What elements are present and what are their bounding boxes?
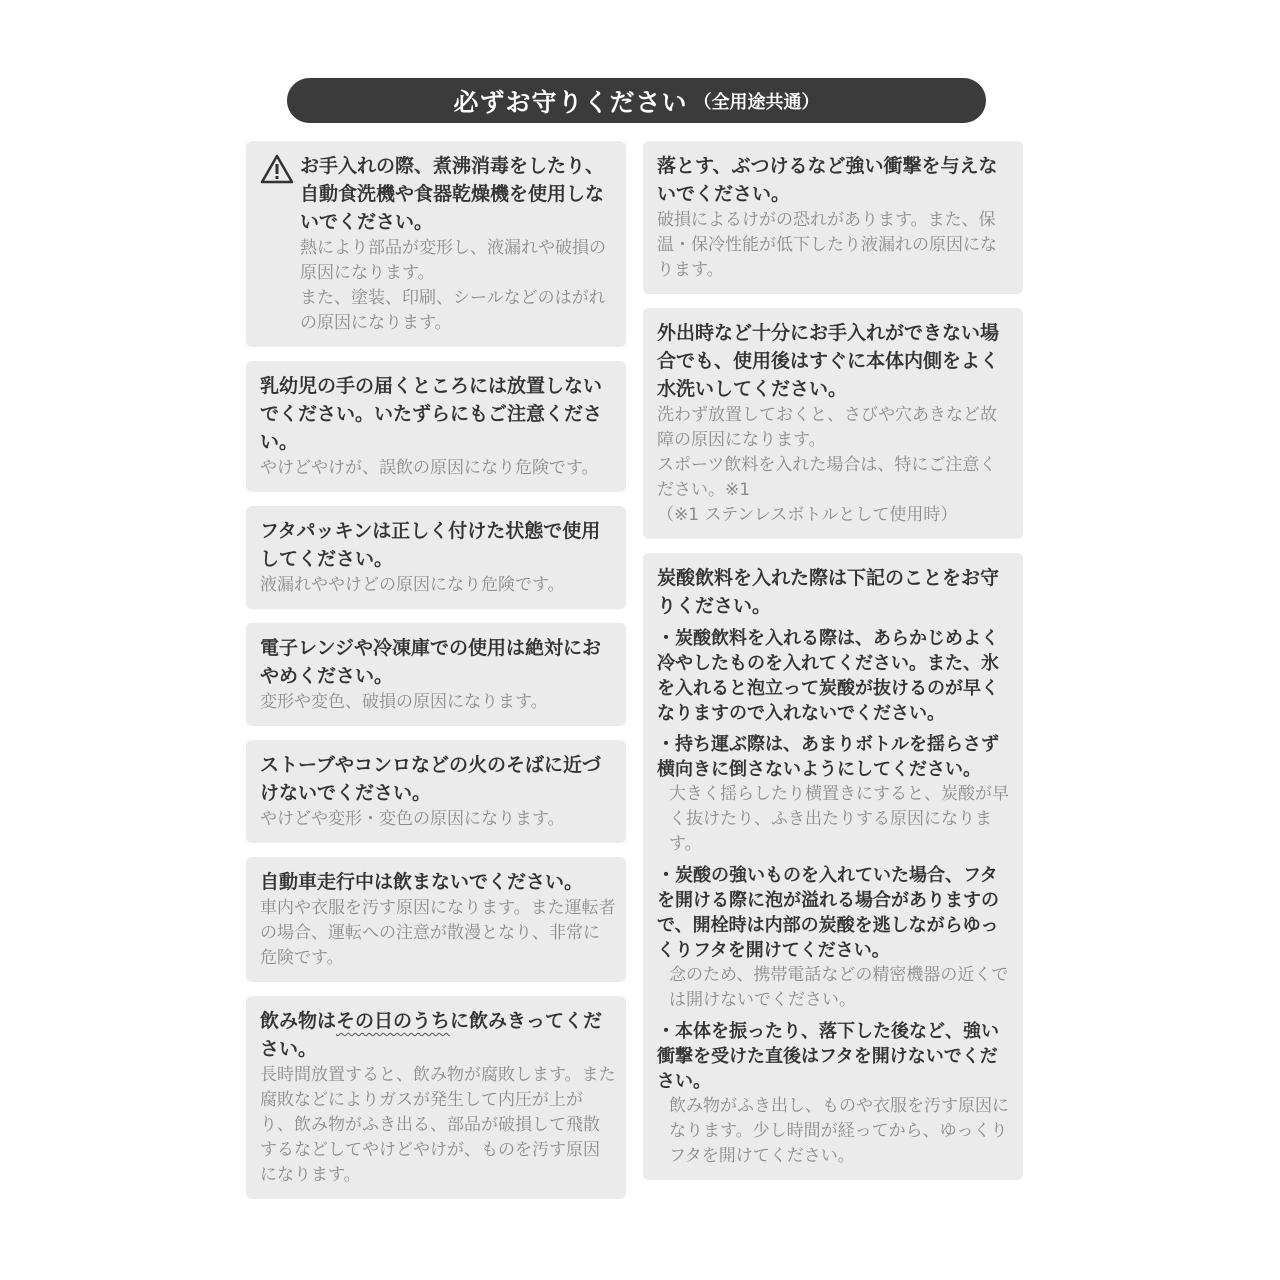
caution-box-same-day (246, 996, 626, 1199)
title-post: に飲みきってください。 (260, 1010, 603, 1060)
caution-desc: 熱により部品が変形し、液漏れや破損の原因になります。 (300, 238, 606, 283)
caution-desc: やけどやけが、誤飲の原因になり危険です。 (260, 458, 599, 478)
bullet-title: ・持ち運ぶ際は、あまりボトルを揺らさず横向きに倒さないようにしてください。 (657, 734, 999, 780)
bullet-item (657, 863, 1013, 1013)
caution-desc: やけどや変形・変色の原因になります。 (260, 809, 565, 829)
left-column (246, 141, 626, 1213)
caution-box-carbonated (643, 553, 1023, 1180)
title-pre: 飲み物は (260, 1010, 337, 1032)
header-title: 必ずお守りください (453, 87, 688, 117)
caution-desc: 車内や衣服を汚す原因になります。また運転者の場合、運転への注意が散漫となり、非常に危険です。 (260, 898, 616, 968)
caution-desc: また、塗装、印刷、シールなどのはがれの原因になります。 (300, 288, 606, 333)
caution-box-packing (246, 506, 626, 609)
caution-title: 落とす、ぶつけるなど強い衝撃を与えないでください。 (657, 155, 998, 205)
caution-box-driving (246, 857, 626, 982)
bullet-item (657, 732, 1013, 857)
bullet-item (657, 626, 1013, 726)
caution-box-fire (246, 740, 626, 843)
caution-desc: 破損によるけがの恐れがあります。また、保温・保冷性能が低下したり液漏れの原因になります。 (657, 210, 997, 280)
caution-desc: 液漏れややけどの原因になり危険です。 (260, 575, 565, 595)
caution-title: 外出時など十分にお手入れができない場合でも、使用後はすぐに本体内側をよく水洗いしてください。 (657, 322, 1000, 400)
right-column (643, 141, 1023, 1194)
caution-title: 自動車走行中は飲まないでください。 (260, 871, 584, 893)
bullet-title: ・炭酸の強いものを入れていた場合、フタを開ける際に泡が溢れる場合がありますので、開栓時は内部の炭酸を逃しながらゆっくりフタを開けてください。 (657, 865, 999, 961)
caution-box-microwave (246, 623, 626, 726)
bullet-desc: 念のため、携帯電話などの精密機器の近くでは開けないでください。 (669, 965, 1009, 1010)
caution-title: 炭酸飲料を入れた際は下記のことをお守りください。 (657, 567, 1000, 617)
caution-desc: 長時間放置すると、飲み物が腐敗します。また腐敗などによりガスが発生して内圧が上がり、飲み物がふき出る、部品が破損して飛散するなどしてやけどやけが、ものを汚す原因になります。 (260, 1065, 616, 1185)
caution-title: 乳幼児の手の届くところには放置しないでください。いたずらにもご注意ください。 (260, 375, 603, 453)
header-banner (287, 78, 986, 123)
bullet-desc: 大きく揺らしたり横置きにすると、炭酸が早く抜けたり、ふき出たりする原因になります。 (669, 784, 1009, 854)
caution-desc: スポーツ飲料を入れた場合は、特にご注意ください。※1 (657, 455, 997, 500)
bullet-title: ・本体を振ったり、落下した後など、強い衝撃を受けた直後はフタを開けないでください。 (657, 1021, 999, 1092)
caution-desc: 洗わず放置しておくと、さびや穴あきなど故障の原因になります。 (657, 405, 997, 450)
bullet-item (657, 1019, 1013, 1169)
title-emphasis: その日のうち (336, 1010, 451, 1032)
caution-title: フタパッキンは正しく付けた状態で使用してください。 (260, 520, 601, 570)
caution-box-boiling (246, 141, 626, 347)
caution-title (260, 1007, 616, 1063)
header-subtitle: （全用途共通） (693, 91, 820, 113)
caution-box-washing (643, 308, 1023, 539)
bullet-title: ・炭酸飲料を入れる際は、あらかじめよく冷やしたものを入れてください。また、氷を入れると泡立って炭酸が抜けるのが早くなりますので入れないでください。 (657, 628, 999, 724)
caution-title: 電子レンジや冷凍庫での使用は絶対におやめください。 (260, 637, 602, 687)
caution-title: ストーブやコンロなどの火のそばに近づけないでください。 (260, 754, 602, 804)
caution-box-children (246, 361, 626, 492)
caution-desc: 変形や変色、破損の原因になります。 (260, 692, 548, 712)
warning-icon (260, 152, 300, 336)
caution-title: お手入れの際、煮沸消毒をしたり、自動食洗機や食器乾燥機を使用しないでください。 (300, 155, 605, 233)
caution-box-impact (643, 141, 1023, 294)
caution-footnote: （※1 ステンレスボトルとして使用時） (657, 505, 958, 525)
bullet-desc: 飲み物がふき出し、ものや衣服を汚す原因になります。少し時間が経ってから、ゆっくりフタを開けてください。 (669, 1096, 1009, 1166)
